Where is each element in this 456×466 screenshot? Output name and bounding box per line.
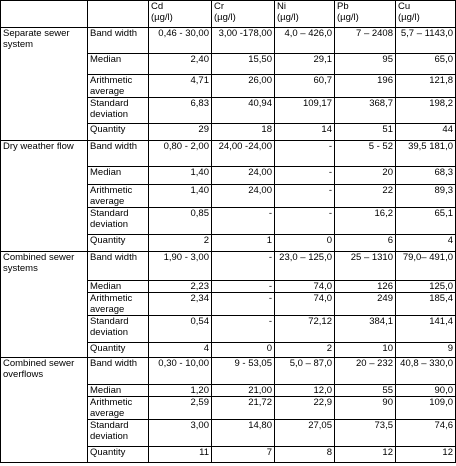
value-cell: 4,71	[149, 75, 212, 98]
value-cell: 9	[396, 343, 456, 358]
value-cell: 89,3	[396, 185, 456, 208]
metric-label-cell: Band width	[88, 28, 149, 54]
metric-label-cell: Arithmetic average	[88, 397, 149, 420]
value-cell: 65,0	[396, 54, 456, 75]
header-name: Cr	[214, 1, 225, 12]
table-row	[1, 235, 456, 252]
group-label-cell	[1, 235, 88, 252]
value-cell: 368,7	[335, 98, 396, 124]
value-cell: 8	[275, 447, 335, 463]
value-cell: 74,0	[275, 281, 335, 293]
value-cell: 24,00 -24,00	[212, 141, 275, 167]
header-col-cu	[396, 1, 456, 28]
value-cell: 4	[396, 235, 456, 252]
value-cell: 29	[149, 124, 212, 141]
header-name: Pb	[337, 1, 349, 12]
value-cell: 185,4	[396, 293, 456, 316]
header-unit: (µg/l)	[214, 12, 236, 23]
value-cell: 2,59	[149, 397, 212, 420]
value-cell: 5,0 – 87,0	[275, 358, 335, 385]
value-cell: 2	[275, 343, 335, 358]
table-row	[1, 167, 456, 185]
metric-label-cell: Band width	[88, 358, 149, 385]
table-row	[1, 141, 456, 167]
header-unit: (µg/l)	[337, 12, 359, 23]
value-cell: 1,20	[149, 385, 212, 397]
value-cell: 1	[212, 235, 275, 252]
value-cell: 10	[335, 343, 396, 358]
table-row	[1, 124, 456, 141]
value-cell: 12	[396, 447, 456, 463]
group-label-cell	[1, 397, 88, 420]
header-row	[1, 1, 456, 28]
table-body	[1, 1, 456, 463]
value-cell: 2,23	[149, 281, 212, 293]
group-label-cell	[1, 54, 88, 75]
header-metric-cell	[88, 1, 149, 28]
value-cell: 121,8	[396, 75, 456, 98]
table-row	[1, 252, 456, 281]
value-cell: 55	[335, 385, 396, 397]
value-cell: 1,90 - 3,00	[149, 252, 212, 281]
value-cell: 249	[335, 293, 396, 316]
value-cell: 384,1	[335, 316, 396, 343]
group-label-cell	[1, 316, 88, 343]
value-cell: 109,0	[396, 397, 456, 420]
metric-label-cell: Standard deviation	[88, 98, 149, 124]
header-col-cr	[212, 1, 275, 28]
value-cell: 14	[275, 124, 335, 141]
value-cell: 4	[149, 343, 212, 358]
group-label-cell	[1, 208, 88, 235]
value-cell: 0,85	[149, 208, 212, 235]
value-cell: 23,0 – 125,0	[275, 252, 335, 281]
value-cell: 7 – 2408	[335, 28, 396, 54]
metric-label-cell: Quantity	[88, 235, 149, 252]
table-row	[1, 343, 456, 358]
group-label-cell	[1, 385, 88, 397]
header-unit: (µg/l)	[398, 12, 420, 23]
value-cell: 40,8 – 330,0	[396, 358, 456, 385]
value-cell: 39,5 181,0	[396, 141, 456, 167]
value-cell: 60,7	[275, 75, 335, 98]
table-row	[1, 75, 456, 98]
metric-label-cell: Standard deviation	[88, 316, 149, 343]
value-cell: 22	[335, 185, 396, 208]
metric-label-cell: Median	[88, 54, 149, 75]
value-cell: 18	[212, 124, 275, 141]
group-label-cell	[1, 343, 88, 358]
table-row	[1, 420, 456, 447]
value-cell: 65,1	[396, 208, 456, 235]
value-cell: 109,17	[275, 98, 335, 124]
value-cell: 44	[396, 124, 456, 141]
table-row	[1, 28, 456, 54]
value-cell: 15,50	[212, 54, 275, 75]
value-cell: 29,1	[275, 54, 335, 75]
header-col-cd	[149, 1, 212, 28]
group-label-cell	[1, 293, 88, 316]
table-row	[1, 208, 456, 235]
group-label-cell	[1, 167, 88, 185]
group-label-cell: Dry weather flow	[1, 141, 88, 167]
value-cell: 2,40	[149, 54, 212, 75]
value-cell: 141,4	[396, 316, 456, 343]
value-cell: 0,30 - 10,00	[149, 358, 212, 385]
value-cell: 0,46 - 30,00	[149, 28, 212, 54]
value-cell: 74,6	[396, 420, 456, 447]
header-name: Cu	[398, 1, 411, 12]
table-row	[1, 447, 456, 463]
value-cell: 3,00	[149, 420, 212, 447]
value-cell: 6	[335, 235, 396, 252]
metric-label-cell: Standard deviation	[88, 208, 149, 235]
value-cell: 1,40	[149, 185, 212, 208]
value-cell: -	[212, 281, 275, 293]
value-cell: 1,40	[149, 167, 212, 185]
metric-label-cell: Arithmetic average	[88, 185, 149, 208]
group-label-cell: Combined sewer overflows	[1, 358, 88, 385]
value-cell: 0	[275, 235, 335, 252]
value-cell: 20 – 232	[335, 358, 396, 385]
value-cell: -	[212, 208, 275, 235]
table-row	[1, 185, 456, 208]
table-row	[1, 316, 456, 343]
header-corner-cell	[1, 1, 88, 28]
header-col-ni	[275, 1, 335, 28]
metric-label-cell: Arithmetic average	[88, 75, 149, 98]
metric-label-cell: Quantity	[88, 124, 149, 141]
metric-label-cell: Standard deviation	[88, 420, 149, 447]
header-col-pb	[335, 1, 396, 28]
header-unit: (µg/l)	[151, 12, 173, 23]
table-row	[1, 281, 456, 293]
group-label-cell	[1, 420, 88, 447]
value-cell: 79,0– 491,0	[396, 252, 456, 281]
value-cell: 126	[335, 281, 396, 293]
table-row	[1, 54, 456, 75]
value-cell: 22,9	[275, 397, 335, 420]
header-name: Cd	[151, 1, 164, 12]
value-cell: 90	[335, 397, 396, 420]
value-cell: -	[212, 316, 275, 343]
header-unit: (µg/l)	[277, 12, 299, 23]
value-cell: 125,0	[396, 281, 456, 293]
metric-label-cell: Quantity	[88, 447, 149, 463]
value-cell: 12,0	[275, 385, 335, 397]
value-cell: 2	[149, 235, 212, 252]
value-cell: 6,83	[149, 98, 212, 124]
value-cell: 26,00	[212, 75, 275, 98]
value-cell: 3,00 -178,00	[212, 28, 275, 54]
value-cell: 72,12	[275, 316, 335, 343]
value-cell: 4,0 – 426,0	[275, 28, 335, 54]
value-cell: -	[212, 252, 275, 281]
value-cell: 21,00	[212, 385, 275, 397]
table-row	[1, 385, 456, 397]
value-cell: 95	[335, 54, 396, 75]
group-label-cell	[1, 447, 88, 463]
value-cell: 11	[149, 447, 212, 463]
value-cell: -	[275, 185, 335, 208]
table-row	[1, 397, 456, 420]
value-cell: 0,54	[149, 316, 212, 343]
metric-label-cell: Median	[88, 167, 149, 185]
metric-label-cell: Median	[88, 281, 149, 293]
value-cell: 198,2	[396, 98, 456, 124]
value-cell: -	[212, 293, 275, 316]
group-label-cell	[1, 98, 88, 124]
value-cell: 5 - 52	[335, 141, 396, 167]
value-cell: 12	[335, 447, 396, 463]
value-cell: 73,5	[335, 420, 396, 447]
group-label-cell	[1, 75, 88, 98]
group-label-cell	[1, 124, 88, 141]
group-label-cell: Combined sewer systems	[1, 252, 88, 281]
value-cell: 24,00	[212, 167, 275, 185]
table-row	[1, 358, 456, 385]
table-row	[1, 293, 456, 316]
value-cell: 5,7 – 1143,0	[396, 28, 456, 54]
metric-label-cell: Band width	[88, 141, 149, 167]
value-cell: 90,0	[396, 385, 456, 397]
value-cell: 40,94	[212, 98, 275, 124]
table-row	[1, 98, 456, 124]
value-cell: 196	[335, 75, 396, 98]
value-cell: 20	[335, 167, 396, 185]
value-cell: 21,72	[212, 397, 275, 420]
value-cell: 0,80 - 2,00	[149, 141, 212, 167]
value-cell: 25 – 1310	[335, 252, 396, 281]
metric-label-cell: Arithmetic average	[88, 293, 149, 316]
value-cell: 14,80	[212, 420, 275, 447]
value-cell: 2,34	[149, 293, 212, 316]
value-cell: 51	[335, 124, 396, 141]
header-name: Ni	[277, 1, 286, 12]
metric-label-cell: Median	[88, 385, 149, 397]
metric-label-cell: Quantity	[88, 343, 149, 358]
value-cell: 9 - 53,05	[212, 358, 275, 385]
metric-label-cell: Band width	[88, 252, 149, 281]
value-cell: 27,05	[275, 420, 335, 447]
value-cell: 24,00	[212, 185, 275, 208]
value-cell: -	[275, 208, 335, 235]
value-cell: -	[275, 167, 335, 185]
value-cell: 74,0	[275, 293, 335, 316]
value-cell: 7	[212, 447, 275, 463]
value-cell: -	[275, 141, 335, 167]
group-label-cell	[1, 185, 88, 208]
value-cell: 68,3	[396, 167, 456, 185]
group-label-cell: Separate sewer system	[1, 28, 88, 54]
group-label-cell	[1, 281, 88, 293]
value-cell: 0	[212, 343, 275, 358]
value-cell: 16,2	[335, 208, 396, 235]
